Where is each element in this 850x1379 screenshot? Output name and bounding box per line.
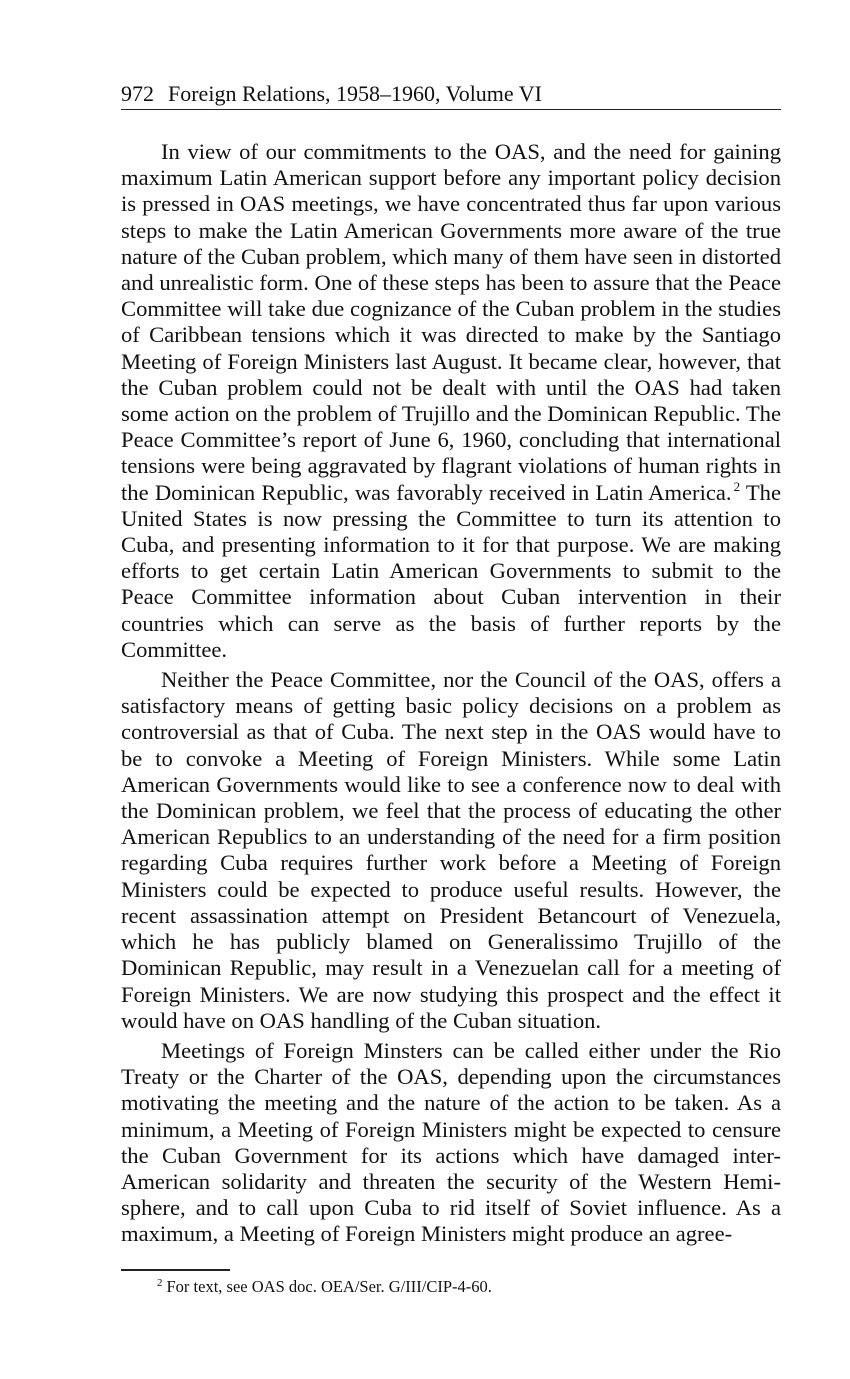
paragraph-1 — [121, 139, 781, 663]
page — [121, 80, 781, 1252]
paragraph-1-text: In view of our commitments to the OAS, and the need for gaining maximum Latin American support before any important policy decision is pressed in OAS meetings, we have concentrated thus far upon various steps to make the Latin American Governments more aware of the true nature of the Cuban problem, which many of them have seen in distorted and unrealistic form. One of these steps has been to assure that the Peace Committee will take due cognizance of the Cuban problem in the studies of Caribbean tensions which it was directed to make by the Santiago Meeting of Foreign Ministers last August. It became clear, however, that the Cuban problem could not be dealt with until the OAS had taken some action on the problem of Trujillo and the Dominican Republic. The Peace Committee’s report of June 6, 1960, concluding that international tensions were being aggravated by flagrant violations of human rights in the Dominican Republic, was favorably received in Latin America. — [121, 139, 781, 505]
footnote-text: For text, see OAS doc. OEA/Ser. G/III/CIP-4-60. — [166, 1277, 492, 1296]
footnote — [157, 1276, 492, 1298]
paragraph-3: Meetings of Foreign Minsters can be called either under the Rio Treaty or the Charter of the OAS, depending upon the circumstances motivating the meeting and the nature of the action to be taken. As a minimum, a Meeting of Foreign Ministers might be expected to censure the Cuban Government for its actions which have damaged inter-American solidarity and threaten the security of the Western Hemisphere, and to call upon Cuba to rid itself of Soviet influence. As a maximum, a Meeting of Foreign Ministers might produce an agree- — [121, 1037, 781, 1247]
footnote-divider — [121, 1269, 230, 1271]
footnote-reference[interactable]: 2 — [733, 479, 741, 495]
footnote-number: 2 — [157, 1276, 163, 1289]
body-text — [121, 139, 781, 1248]
page-number: 972 — [121, 81, 154, 106]
running-head — [121, 80, 781, 110]
book-title: Foreign Relations, 1958–1960, Volume VI — [168, 81, 542, 106]
paragraph-1-text-continued: The United States is now pressing the Committee to turn its attention to Cuba, and presenting information to it for that purpose. We are making efforts to get certain Latin American Governments to submit to the Peace Committee information about Cuban intervention in their countries which can serve as the basis of further reports by the Committee. — [121, 479, 781, 662]
paragraph-2: Neither the Peace Committee, nor the Council of the OAS, offers a satisfactory means of getting basic policy decisions on a problem as controversial as that of Cuba. The next step in the OAS would have to be to convoke a Meeting of Foreign Ministers. While some Latin American Governments would like to see a conference now to deal with the Dominican problem, we feel that the process of educating the other American Republics to an understanding of the need for a firm position regarding Cuba requires further work before a Meeting of Foreign Ministers could be expected to produce useful results. However, the recent assassination attempt on President Betancourt of Venezuela, which he has publicly blamed on Generalissimo Trujillo of the Dominican Republic, may result in a Venezuelan call for a meeting of Foreign Ministers. We are now studying this prospect and the effect it would have on OAS handling of the Cuban situation. — [121, 667, 781, 1033]
